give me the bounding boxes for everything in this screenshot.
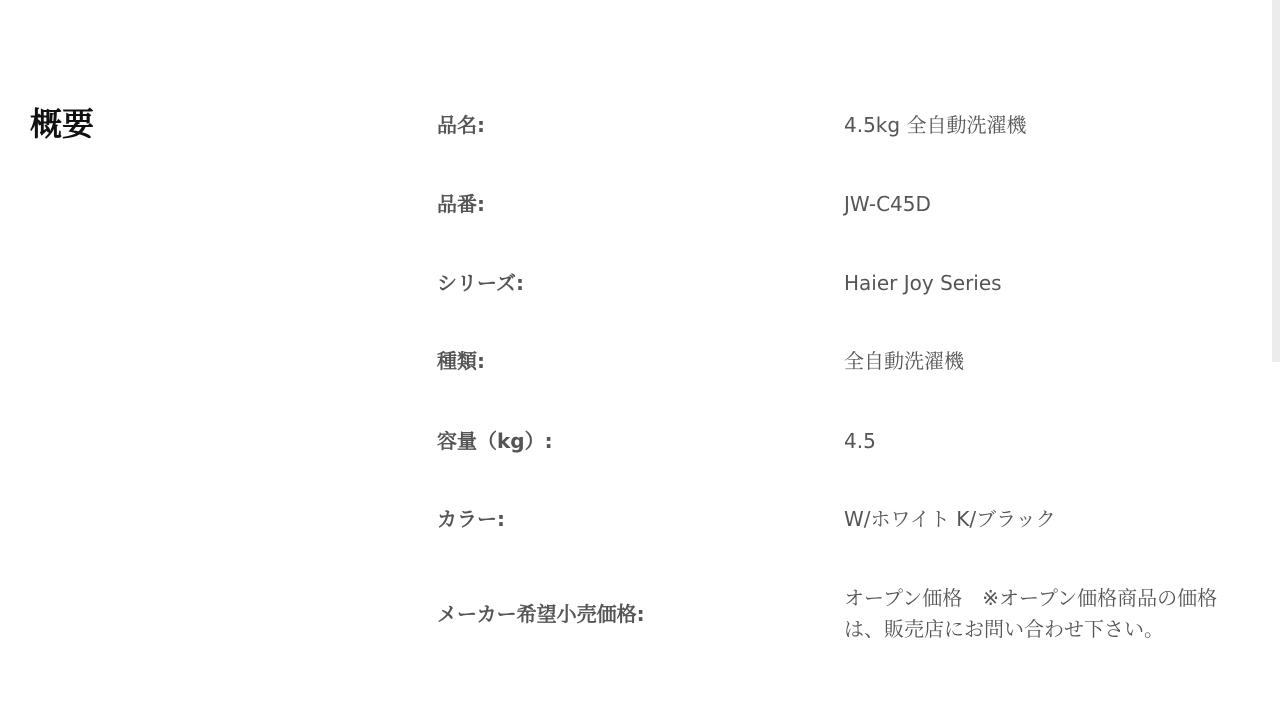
spec-value: Haier Joy Series bbox=[844, 271, 1002, 295]
spec-label: 容量（kg）: bbox=[437, 429, 553, 453]
spec-label: 品番: bbox=[437, 192, 485, 216]
spec-value: 全自動洗濯機 bbox=[844, 349, 964, 373]
spec-label: カラー: bbox=[437, 507, 505, 531]
scrollbar[interactable] bbox=[1272, 0, 1280, 362]
spec-value: JW-C45D bbox=[844, 192, 931, 216]
spec-label: シリーズ: bbox=[437, 271, 524, 295]
spec-label: 品名: bbox=[437, 113, 485, 137]
section-title: 概要 bbox=[30, 105, 95, 143]
spec-value: 4.5kg 全自動洗濯機 bbox=[844, 113, 1027, 137]
spec-label: 種類: bbox=[437, 349, 485, 373]
spec-value: オープン価格 ※オープン価格商品の価格は、販売店にお問い合わせ下さい。 bbox=[844, 586, 1218, 641]
spec-value: W/ホワイト K/ブラック bbox=[844, 507, 1056, 531]
spec-label: メーカー希望小売価格: bbox=[437, 602, 645, 626]
spec-value: 4.5 bbox=[844, 429, 876, 453]
